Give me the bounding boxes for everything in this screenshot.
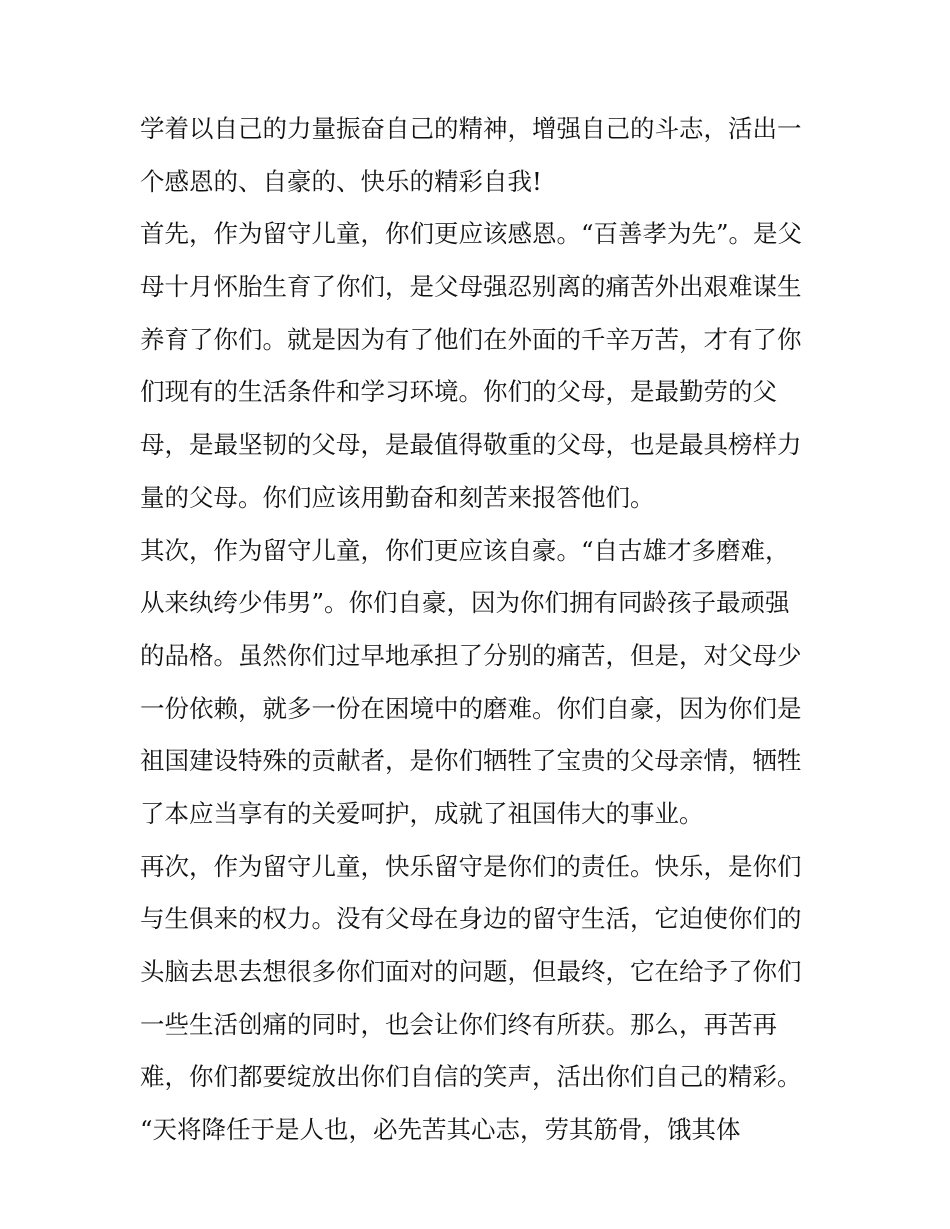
text-line: 一些生活创痛的同时，也会让你们终有所获。那么，再苦再 (140, 1009, 777, 1039)
text-line: 祖国建设特殊的贡献者，是你们牺牲了宝贵的父母亲情，牺牲 (140, 746, 802, 776)
text-line: 们现有的生活条件和学习环境。你们的父母，是最勤劳的父 (140, 377, 777, 407)
text-line: 量的父母。你们应该用勤奋和刻苦来报答他们。 (140, 482, 655, 512)
body-text (140, 103, 820, 1157)
text-line: 与生俱来的权力。没有父母在身边的留守生活，它迫使你们的 (140, 904, 802, 934)
text-line: 养育了你们。就是因为有了他们在外面的千辛万苦，才有了你 (140, 324, 802, 354)
text-line: 头脑去思去想很多你们面对的问题，但最终，它在给予了你们 (140, 957, 802, 986)
text-line: 学着以自己的力量振奋自己的精神，增强自己的斗志，活出一 (140, 114, 802, 143)
text-line: 一份依赖，就多一份在困境中的磨难。你们自豪，因为你们是 (140, 693, 802, 723)
text-line: 母十月怀胎生育了你们，是父母强忍别离的痛苦外出艰难谋生 (140, 272, 802, 302)
text-line: 其次，作为留守儿童，你们更应该自豪。“自古雄才多磨难， (140, 535, 790, 565)
text-line: 再次，作为留守儿童，快乐留守是你们的责任。快乐，是你们 (140, 851, 802, 881)
text-line: 难，你们都要绽放出你们自信的笑声，活出你们自己的精彩。 (140, 1062, 802, 1092)
text-line: 了本应当享有的关爱呵护，成就了祖国伟大的事业。 (140, 798, 704, 828)
text-line: 的品格。虽然你们过早地承担了分别的痛苦，但是，对父母少 (140, 640, 802, 670)
text-line: 母，是最坚韧的父母，是最值得敬重的父母，也是最具榜样力 (140, 430, 802, 460)
text-line: 首先，作为留守儿童，你们更应该感恩。“百善孝为先”。是父 (140, 219, 803, 249)
text-line: “天将降任于是人也，必先苦其心志，劳其筋骨，饿其体 (140, 1115, 741, 1145)
text-line: 从来纨绔少伟男”。你们自豪，因为你们拥有同龄孩子最顽强 (140, 588, 790, 618)
text-line: 个感恩的、自豪的、快乐的精彩自我! (140, 166, 542, 196)
